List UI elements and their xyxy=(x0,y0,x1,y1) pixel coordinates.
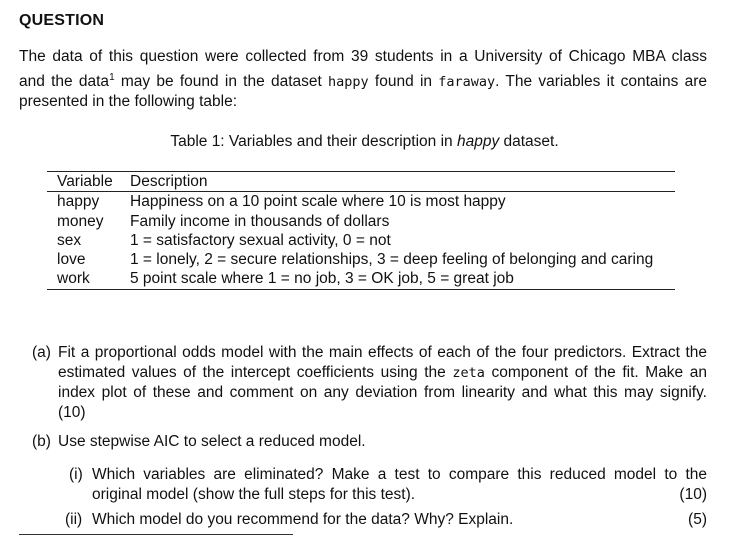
question-a-text: component of the fit. Make an xyxy=(484,363,707,381)
table-row xyxy=(47,231,675,250)
dataset-code: happy xyxy=(328,73,369,90)
table-caption xyxy=(0,133,729,151)
intro-paragraph xyxy=(19,47,707,113)
question-heading: QUESTION xyxy=(19,12,105,29)
question-b-ii-marks: (5) xyxy=(688,511,707,528)
caption-prefix: Table 1: Variables and their description in xyxy=(170,133,457,150)
intro-line-1: The data of this question were collected from 39 students in a University of Chicago MBA class xyxy=(19,48,707,65)
intro-text: . The variables it contains are xyxy=(495,72,707,90)
table-row xyxy=(47,269,675,288)
table-bottom-rule xyxy=(47,289,675,290)
question-a-text: estimated values of the intercept coefficients using the xyxy=(58,363,453,381)
question-b-i-line-1: Which variables are eliminated? Make a test to compare this reduced model to the xyxy=(92,466,707,483)
question-b-ii-label: (ii) xyxy=(65,511,83,528)
variable-cell: work xyxy=(57,270,90,288)
question-a-marks: (10) xyxy=(58,403,86,421)
description-cell: 1 = lonely, 2 = secure relationships, 3 = deep feeling of belonging and caring xyxy=(130,251,654,269)
column-header-variable: Variable xyxy=(57,173,113,190)
table-row xyxy=(47,250,675,269)
question-b-i-body xyxy=(92,465,707,504)
question-b-i-line-2: original model (show the full steps for this test). xyxy=(92,485,416,503)
zeta-code: zeta xyxy=(452,364,485,381)
variable-cell: happy xyxy=(57,193,100,211)
description-cell: Happiness on a 10 point scale where 10 is most happy xyxy=(130,193,506,211)
intro-line-3: presented in the following table: xyxy=(19,93,238,111)
table-row xyxy=(47,192,675,211)
question-b-i-marks: (10) xyxy=(679,485,707,503)
table-header-row xyxy=(47,172,675,191)
question-a-line-1: Fit a proportional odds model with the main effects of each of the four predictors. Extract the xyxy=(58,344,707,361)
intro-text: and the data xyxy=(19,72,110,90)
question-b-text: Use stepwise AIC to select a reduced model. xyxy=(58,433,366,450)
variable-cell: sex xyxy=(57,231,82,249)
table-row xyxy=(47,212,675,231)
footnote-rule xyxy=(19,534,293,535)
caption-suffix: dataset. xyxy=(499,133,559,150)
description-cell: 5 point scale where 1 = no job, 3 = OK job, 5 = great job xyxy=(130,270,514,288)
intro-text: may be found in the dataset xyxy=(114,72,329,90)
question-a-line-2 xyxy=(58,363,707,384)
question-b-i-label: (i) xyxy=(69,466,83,483)
footnote-marker: 1 xyxy=(109,71,115,83)
variables-table xyxy=(47,171,675,290)
description-cell: Family income in thousands of dollars xyxy=(130,212,390,230)
caption-dataset: happy xyxy=(456,133,500,150)
question-a-body xyxy=(58,343,707,422)
question-a-line-3: index plot of these and comment on any deviation from linearity and what this may signify. xyxy=(58,384,707,401)
variable-cell: love xyxy=(57,251,86,269)
intro-text: found in xyxy=(368,72,439,90)
question-a-label: (a) xyxy=(32,344,51,361)
intro-line-2 xyxy=(19,68,707,93)
question-b-ii-text: Which model do you recommend for the data? Why? Explain. xyxy=(92,511,514,528)
package-code: faraway xyxy=(438,73,496,90)
variable-cell: money xyxy=(57,212,104,230)
column-header-description: Description xyxy=(130,173,208,190)
question-b-label: (b) xyxy=(32,433,51,450)
description-cell: 1 = satisfactory sexual activity, 0 = not xyxy=(130,231,391,249)
